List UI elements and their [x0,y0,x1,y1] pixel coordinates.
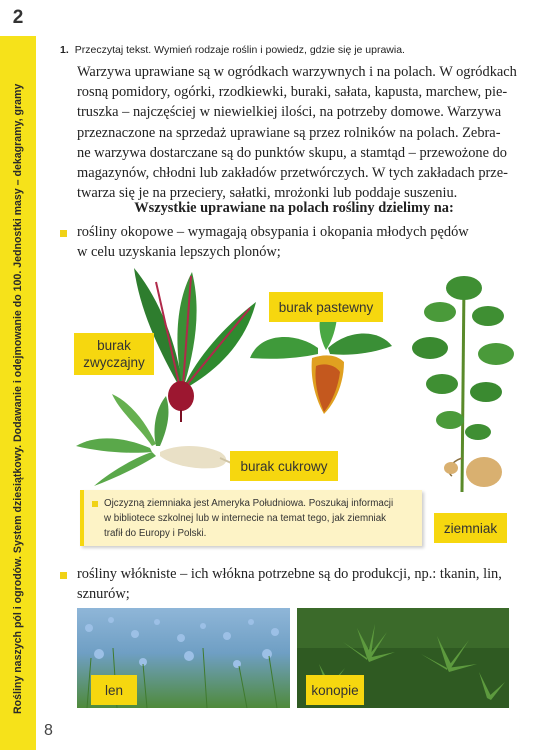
bullet-line: rośliny okopowe – wymagają obsypania i okopania młodych pędów [77,224,469,240]
bullet-marker [60,230,67,237]
bullet-root-crops [77,222,511,262]
label-burak-zwyczajny [74,333,154,375]
label-burak-cukrowy: burak cukrowy [230,451,338,481]
paragraph-line: truszka – najczęściej w niewielkiej ilości, na potrzeby domowe. Warzywa [77,104,502,121]
sugar-beet-illustration [76,394,238,486]
chapter-title: Rośliny naszych pól i ogrodów. System dziesiątkowy. Dodawanie i odejmowanie do 100. Jednostki masy – dekagramy, gramy [12,83,24,714]
paragraph-line: rosną pomidory, ogórki, rzodkiewki, buraki, sałata, kapusta, marchew, pie- [77,84,508,101]
bullet-fiber-crops [77,564,511,604]
potato-info-box [80,490,422,546]
bullet-marker [60,572,67,579]
info-bullet-marker [92,501,98,507]
page-number: 8 [44,722,53,739]
label-burak-zwyczajny-line2: zwyczajny [83,355,145,370]
bullet-line: sznurów; [77,586,130,602]
paragraph-line: przeznaczone na sprzedaż uprawiane są przez rolników na polach. Zebra- [77,124,501,141]
paragraph-line: ne warzywa dostarczane są do punktów skupu, a stamtąd – przewożone do [77,144,507,161]
potato-plant-illustration [412,276,514,492]
info-line: Ojczyzną ziemniaka jest Ameryka Południowa. Poszukaj informacji [104,498,394,509]
info-line: trafił do Europy i Polski. [104,528,207,539]
label-len: len [91,675,137,705]
bullet-line: w celu uzyskania lepszych plonów; [77,244,281,260]
label-ziemniak: ziemniak [434,513,507,543]
main-paragraph [77,62,517,203]
info-text [104,496,416,541]
label-burak-pastewny: burak pastewny [269,292,383,322]
paragraph-line: magazynów, chłodni lub zakładów przetwórczych. W tych zakładach prze- [77,165,508,182]
task-text: Przeczytaj tekst. Wymień rodzaje roślin i powiedz, gdzie się je uprawia. [74,44,405,56]
info-line: w bibliotece szkolnej lub w internecie na temat tego, jak ziemniak [104,513,387,524]
task-number: 1. [60,44,69,56]
task-instruction [60,44,405,56]
label-burak-zwyczajny-line1: burak [97,338,131,353]
label-konopie: konopie [306,675,364,705]
paragraph-line: twarza się je na przeciery, sałatki, mrożonki lub poddaje suszeniu. [77,185,458,202]
chapter-number: 2 [0,0,36,36]
bullet-line: rośliny włókniste – ich włókna potrzebne są do produkcji, np.: tkanin, lin, [77,566,502,582]
section-heading: Wszystkie uprawiane na polach rośliny dzielimy na: [134,200,454,216]
paragraph-line: Warzywa uprawiane są w ogródkach warzywnych i na polach. W ogródkach [77,64,517,80]
